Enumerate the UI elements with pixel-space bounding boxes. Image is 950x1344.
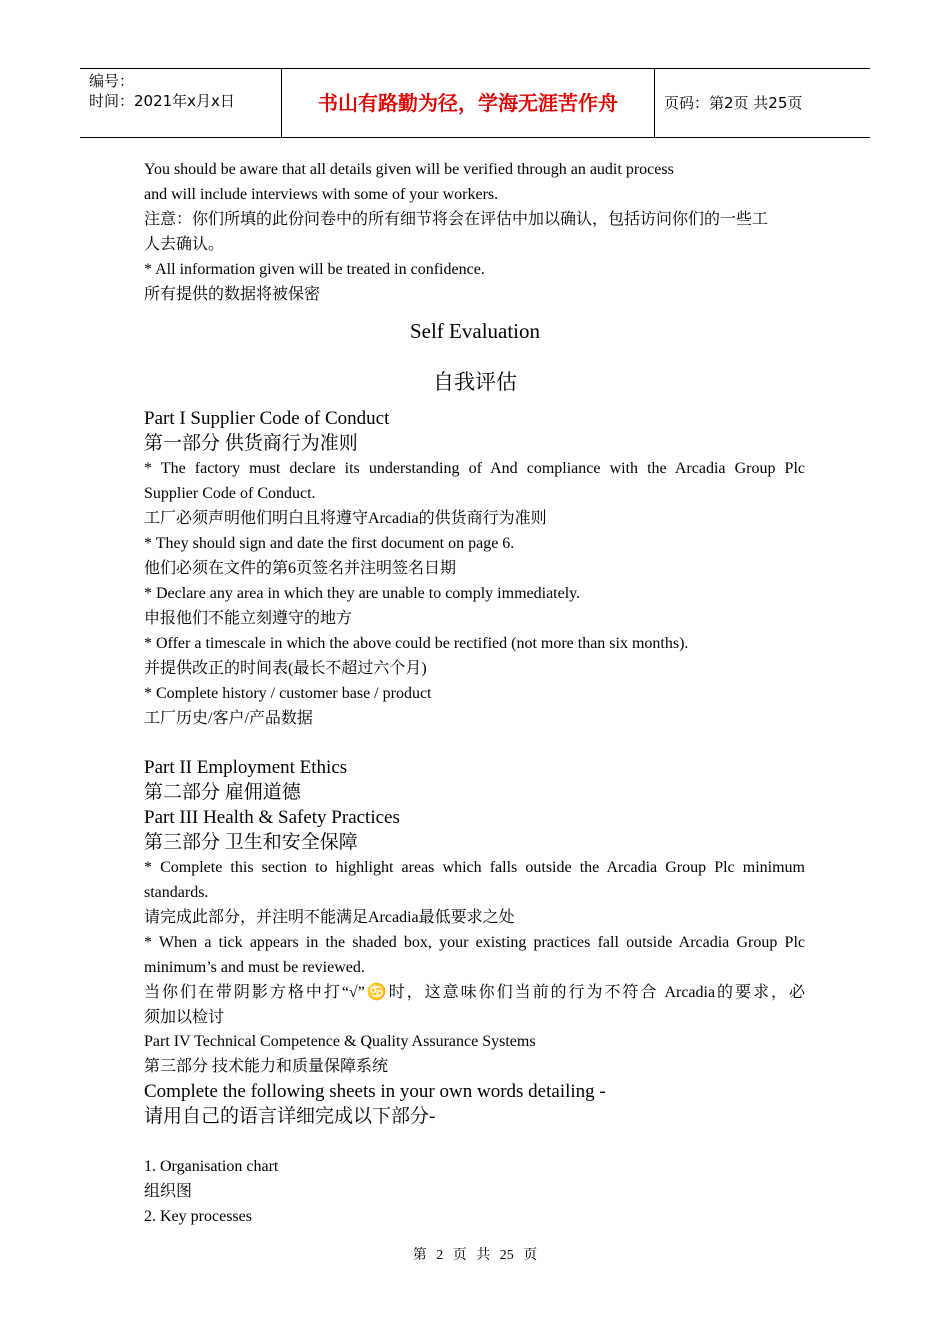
footer-di: 第 xyxy=(412,1248,427,1263)
footer-ye-2: 页 xyxy=(523,1248,538,1263)
header-page-info: 页码：第2页 共25页 xyxy=(664,94,803,112)
header-meta xyxy=(80,69,281,137)
part3-bullet2-zh-line2: 须加以检讨 xyxy=(144,1009,225,1026)
header-time-label: 时间：2021年x月x日 xyxy=(89,92,235,110)
part1-bullet1-zh: 工厂必须声明他们明白且将遵守Arcadia的供货商行为准则 xyxy=(144,510,547,527)
list-item-1-zh: 组织图 xyxy=(144,1183,193,1200)
part1-bullet4-zh: 并提供改正的时间表(最长不超过六个月) xyxy=(144,660,427,677)
header-motto: 书山有路勤为径，学海无涯苦作舟 xyxy=(281,69,655,137)
list-item-2-en: 2. Key processes xyxy=(144,1208,252,1225)
part3-bullet1-line2: standards. xyxy=(144,884,209,901)
complete-sheets-zh: 请用自己的语言详细完成以下部分- xyxy=(144,1106,436,1127)
footer-gong: 共 xyxy=(476,1248,491,1263)
page-header xyxy=(80,68,870,138)
title-en: Self Evaluation xyxy=(409,319,541,343)
footer-ye: 页 xyxy=(452,1248,467,1263)
confidential-en: * All information given will be treated in confidence. xyxy=(144,261,485,278)
part1-bullet1-line2: Supplier Code of Conduct. xyxy=(144,485,316,502)
part1-heading-zh: 第一部分 供货商行为准则 xyxy=(144,433,358,454)
part4-heading-en: Part IV Technical Competence & Quality Assurance Systems xyxy=(144,1033,536,1050)
page-footer xyxy=(0,1246,950,1266)
part1-bullet2: * They should sign and date the first document on page 6. xyxy=(144,535,515,552)
part1-bullet5-zh: 工厂历史/客户/产品数据 xyxy=(144,710,313,727)
notice-en-line-2: and will include interviews with some of your workers. xyxy=(144,186,499,203)
notice-zh-line-1: 注意：你们所填的此份问卷中的所有细节将会在评估中加以确认，包括访问你们的一些工 xyxy=(144,211,769,228)
part1-bullet3: * Declare any area in which they are unable to comply immediately. xyxy=(144,585,581,602)
part3-bullet2-line2: minimum’s and must be reviewed. xyxy=(144,959,365,976)
part3-bullet2-zh-line1: 当你们在带阴影方格中打“√”♋时，这意味你们当前的行为不符合 Arcadia的要求，必 xyxy=(144,984,805,1001)
notice-en-line-1: You should be aware that all details given will be verified through an audit process xyxy=(144,161,674,178)
part3-bullet1-line1: * Complete this section to highlight areas which falls outside the Arcadia Group Plc minimum xyxy=(144,859,805,876)
part3-bullet2-line1: * When a tick appears in the shaded box, your existing practices fall outside Arcadia Group Plc xyxy=(144,934,805,951)
part3-heading-en: Part III Health & Safety Practices xyxy=(144,807,400,828)
part2-heading-zh: 第二部分 雇佣道德 xyxy=(144,782,301,803)
list-item-1-en: 1. Organisation chart xyxy=(144,1158,279,1175)
part2-heading-en: Part II Employment Ethics xyxy=(144,757,348,778)
part1-bullet5: * Complete history / customer base / product xyxy=(144,685,432,702)
part3-bullet1-zh: 请完成此部分，并注明不能满足Arcadia最低要求之处 xyxy=(144,909,515,926)
notice-zh-line-2: 人去确认。 xyxy=(144,236,225,253)
part1-bullet4: * Offer a timescale in which the above could be rectified (not more than six months). xyxy=(144,635,689,652)
footer-total-pages: 25 xyxy=(499,1248,514,1263)
part1-bullet2-zh: 他们必须在文件的第6页签名并注明签名日期 xyxy=(144,560,457,577)
part1-bullet3-zh: 申报他们不能立刻遵守的地方 xyxy=(144,610,353,627)
title-zh: 自我评估 xyxy=(433,370,517,394)
confidential-zh: 所有提供的数据将被保密 xyxy=(144,286,321,303)
part1-heading-en: Part I Supplier Code of Conduct xyxy=(144,408,390,429)
part1-bullet1-line1: * The factory must declare its understanding of And compliance with the Arcadia Group Plc xyxy=(144,460,805,477)
header-number-label: 编号： xyxy=(89,72,135,90)
part4-heading-zh: 第三部分 技术能力和质量保障系统 xyxy=(144,1058,389,1075)
part3-heading-zh: 第三部分 卫生和安全保障 xyxy=(144,832,358,853)
complete-sheets-en: Complete the following sheets in your own words detailing - xyxy=(144,1081,606,1102)
footer-page-number: 2 xyxy=(436,1248,444,1263)
